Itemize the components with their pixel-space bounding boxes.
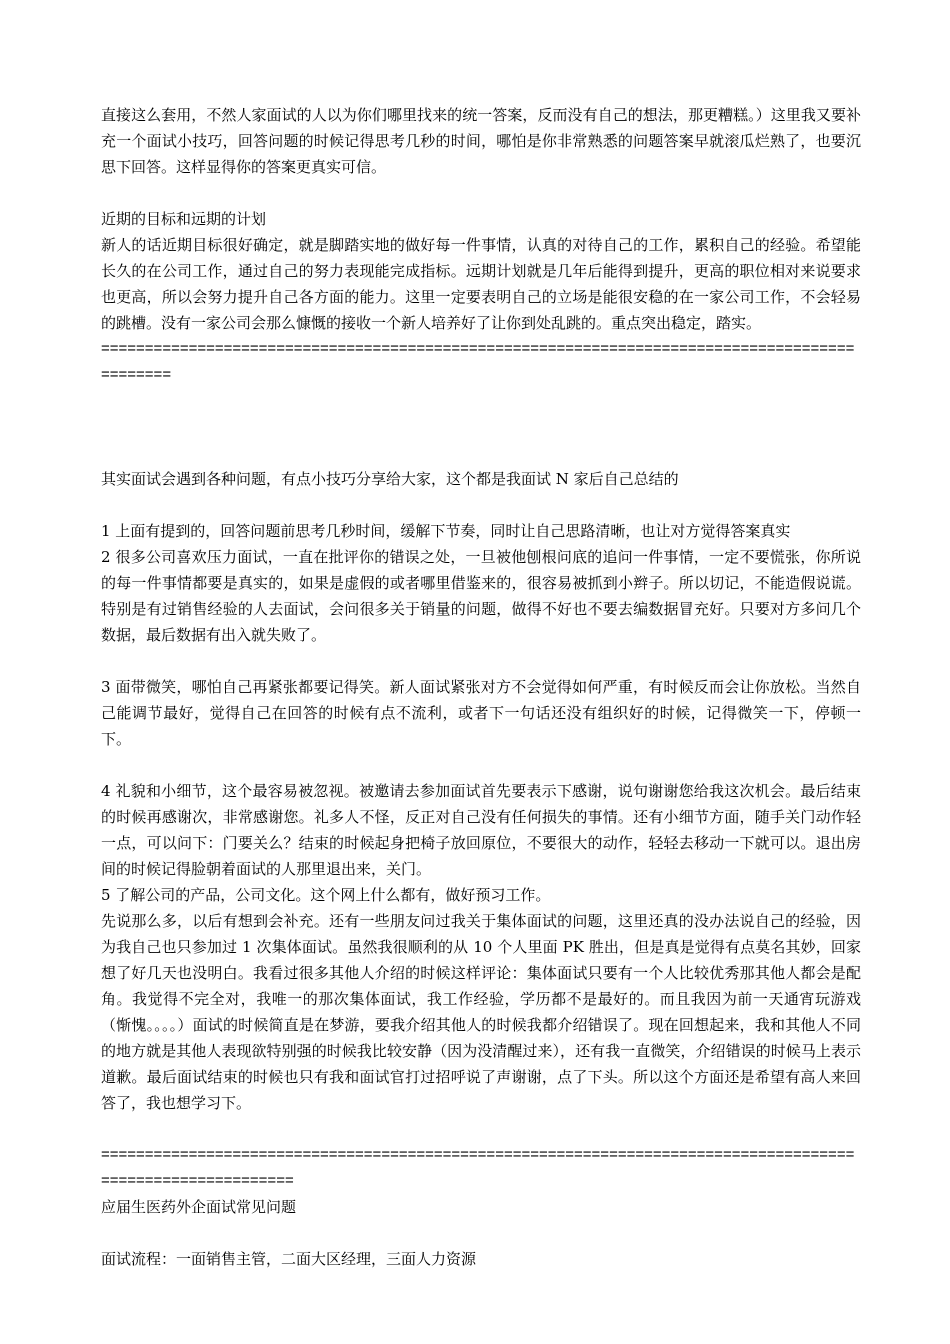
spacer	[101, 648, 861, 674]
spacer	[101, 752, 861, 778]
goals-heading: 近期的目标和远期的计划	[101, 210, 267, 228]
intro-paragraph: 直接这么套用，不然人家面试的人以为你们哪里找来的统一答案，反而没有自己的想法，那更糟糕。）这里我又要补充一个面试小技巧，回答问题的时候记得思考几秒的时间，哪怕是你非常熟悉的问题答案早就滚瓜烂熟了，也要沉思下回答。这样显得你的答案更真实可信。	[101, 106, 861, 176]
spacer	[101, 492, 861, 518]
tip-3: 3 面带微笑，哪怕自己再紧张都要记得笑。新人面试紧张对方不会觉得如何严重，有时候反而会让你放松。当然自己能调节最好，觉得自己在回答的时候有点不流利，或者下一句话还没有组织好的时候，记得微笑一下，停顿一下。	[101, 678, 861, 748]
goals-paragraph: 新人的话近期目标很好确定，就是脚踏实地的做好每一件事情，认真的对待自己的工作，累积自己的经验。希望能长久的在公司工作，通过自己的努力表现能完成指标。远期计划就是几年后能得到提升，更高的职位相对来说要求也更高，所以会努力提升自己各方面的能力。这里一定要表明自己的立场是能很安稳的在一家公司工作，不会轻易的跳槽。没有一家公司会那么慷慨的接收一个新人培养好了让你到处乱跳的。重点突出稳定，踏实。	[101, 236, 861, 332]
interview-process: 面试流程：一面销售主管，二面大区经理，三面人力资源	[101, 1250, 477, 1268]
document-page	[101, 102, 861, 1272]
closing-paragraph: 先说那么多，以后有想到会补充。还有一些朋友问过我关于集体面试的问题，这里还真的没办法说自己的经验，因为我自己也只参加过 1 次集体面试。虽然我很顺利的从 10 个人里面 PK 胜出，但是真是觉得有点莫名其妙，回家想了好几天也没明白。我看过很多其他人介绍的时候这样评论：集体面试只要有一个人比较优秀那其他人都会是配角。我觉得不完全对，我唯一的那次集体面试，我工作经验，学历都不是最好的。而且我因为前一天通宵玩游戏（惭愧。。。。）面试的时候简直是在梦游，要我介绍其他人的时候我都介绍错误了。现在回想起来，我和其他人不同的地方就是其他人表现欲特别强的时候我比较安静（因为没清醒过来），还有我一直微笑，介绍错误的时候马上表示道歉。最后面试结束的时候也只有我和面试官打过招呼说了声谢谢，点了下头。所以这个方面还是希望有高人来回答了，我也想学习下。	[101, 912, 861, 1112]
spacer	[101, 1220, 861, 1246]
spacer	[101, 1116, 861, 1142]
spacer	[101, 388, 861, 466]
tip-4: 4 礼貌和小细节，这个最容易被忽视。被邀请去参加面试首先要表示下感谢，说句谢谢您给我这次机会。最后结束的时候再感谢次，非常感谢您。礼多人不怪，反正对自己没有任何损失的事情。还有小细节方面，随手关门动作轻一点，可以问下：门要关么？结束的时候起身把椅子放回原位，不要很大的动作，轻轻去移动一下就可以。退出房间的时候记得脸朝着面试的人那里退出来，关门。	[101, 782, 861, 878]
tip-5: 5 了解公司的产品，公司文化。这个网上什么都有，做好预习工作。	[101, 886, 551, 904]
tips-intro: 其实面试会遇到各种问题，有点小技巧分享给大家，这个都是我面试 N 家后自己总结的	[101, 470, 679, 488]
tip-1: 1 上面有提到的，回答问题前思考几秒时间，缓解下节奏，同时让自己思路清晰，也让对方觉得答案真实	[101, 522, 791, 540]
divider-line: ==============================================================================================	[101, 340, 855, 383]
tip-2: 2 很多公司喜欢压力面试，一直在批评你的错误之处，一旦被他刨根问底的追问一件事情，一定不要慌张，你所说的每一件事情都要是真实的，如果是虚假的或者哪里借鉴来的，很容易被抓到小辫子。所以切记，不能造假说谎。特别是有过销售经验的人去面试，会问很多关于销量的问题，做得不好也不要去编数据冒充好。只要对方多问几个数据，最后数据有出入就失败了。	[101, 548, 861, 644]
spacer	[101, 180, 861, 206]
section-heading: 应届生医药外企面试常见问题	[101, 1198, 297, 1216]
divider-line: ============================================================================================================	[101, 1146, 855, 1189]
